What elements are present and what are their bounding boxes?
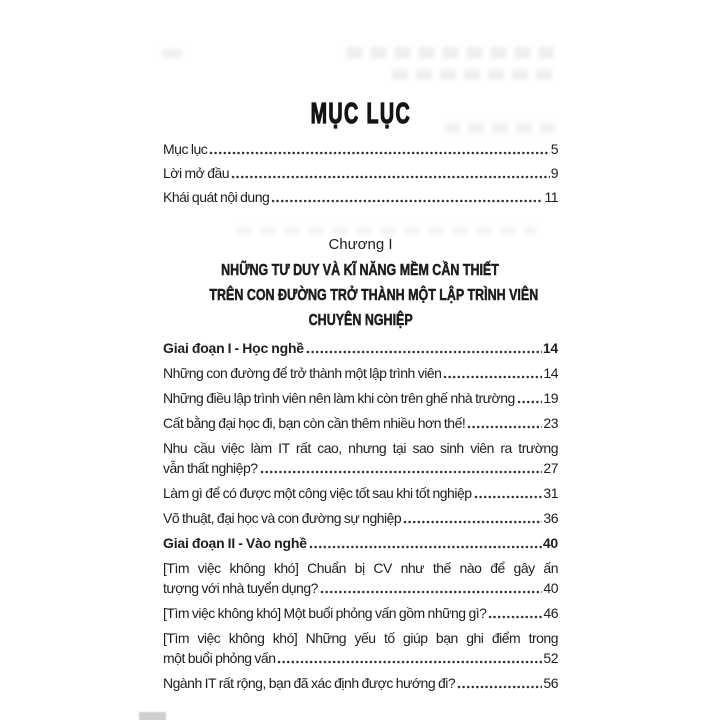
toc-entry-text-line1: [Tìm việc không khó] Những yếu tố giúp bạn ghi điểm trong (163, 630, 558, 646)
toc-page-number: 19 (543, 390, 558, 406)
toc-front-matter-list (163, 139, 558, 207)
toc-page-number: 11 (544, 189, 558, 205)
dot-leader (260, 469, 543, 475)
toc-entry-text: một buổi phỏng vấn (163, 650, 276, 666)
toc-entry-row (163, 648, 558, 668)
toc-page-number: 40 (542, 535, 558, 551)
dot-leader (474, 494, 543, 500)
dot-leader (488, 614, 542, 620)
toc-entry-row (163, 533, 558, 553)
toc-entry-text: Khái quát nội dung (163, 189, 270, 205)
toc-entry-row (163, 388, 558, 408)
toc-entry (163, 533, 558, 553)
toc-entry (163, 483, 558, 503)
dot-leader (209, 150, 549, 156)
dot-leader (457, 684, 542, 690)
dot-leader (403, 519, 542, 525)
toc-entry-text: Lời mở đầu (163, 165, 230, 181)
toc-entry-text: Những điều lập trình viên nên làm khi còn trên ghế nhà trường (163, 390, 515, 406)
toc-entry-text-line1: [Tìm việc không khó] Chuẩn bị CV như thế nào để gây ấn (163, 560, 558, 576)
toc-entry (163, 628, 558, 668)
toc-entry-text: Giai đoạn I - Học nghề (163, 340, 304, 356)
toc-page-number: 36 (543, 510, 558, 526)
dot-leader (320, 589, 543, 595)
toc-entry-row (163, 139, 558, 159)
toc-entry-text: Mục lục (163, 141, 208, 157)
toc-entry-text: Làm gì để có được một công việc tốt sau khi tốt nghiệp (163, 485, 472, 501)
toc-page-number: 27 (543, 460, 558, 476)
toc-entry-text: vẫn thất nghiệp? (163, 460, 258, 476)
chapter-title-line (163, 308, 558, 333)
chapter-title-text: TRÊN CON ĐƯỜNG TRỞ THÀNH MỘT LẬP TRÌNH VIÊN (209, 287, 539, 304)
dot-leader (306, 349, 542, 355)
toc-entry-row (163, 338, 558, 358)
toc-entry-text: Ngành IT rất rộng, bạn đã xác định được hướng đi? (163, 675, 456, 691)
toc-page-number: 31 (543, 485, 558, 501)
page-title-wrap (163, 98, 558, 130)
toc-page-number: 40 (543, 580, 558, 596)
toc-entry-row (163, 483, 558, 503)
dot-leader (467, 424, 542, 430)
toc-page-number: 52 (543, 650, 558, 666)
chapter-heading (163, 235, 558, 333)
toc-entry-row (163, 163, 558, 183)
toc-entry-text: Cất bằng đại học đi, bạn còn cần thêm nhiều hơn thế! (163, 415, 466, 431)
toc-entry-row (163, 363, 558, 383)
toc-entry (163, 338, 558, 358)
toc-entry-row (163, 413, 558, 433)
dot-leader (277, 659, 542, 665)
toc-entry-row (163, 508, 558, 528)
toc-page-number: 23 (543, 415, 558, 431)
toc-entry (163, 187, 558, 207)
chapter-label: Chương I (328, 236, 393, 253)
toc-entry-text: [Tìm việc không khó] Một buổi phỏng vấn gồm những gì? (163, 605, 487, 621)
chapter-title-line (163, 258, 558, 283)
toc-entry (163, 438, 558, 478)
toc-chapter-entry-list (163, 338, 558, 693)
toc-entry-row (163, 603, 558, 623)
chapter-title-text: CHUYÊN NGHIỆP (308, 312, 413, 329)
toc-entry-row (163, 187, 558, 207)
chapter-title-text: NHỮNG TƯ DUY VÀ KĨ NĂNG MỀM CẦN THIẾT (221, 262, 500, 279)
toc-entry (163, 603, 558, 623)
scan-artifact-box (139, 712, 166, 720)
toc-entry-text: tượng với nhà tuyển dụng? (163, 580, 318, 596)
toc-entry (163, 508, 558, 528)
toc-entry-row (163, 578, 558, 598)
toc-page-number: 14 (542, 340, 558, 356)
toc-page-number: 5 (550, 141, 558, 157)
toc-entry (163, 388, 558, 408)
dot-leader (231, 174, 550, 180)
toc-entry (163, 363, 558, 383)
toc-entry (163, 673, 558, 693)
toc-entry-text-line1: Nhu cầu việc làm IT rất cao, nhưng tại sao sinh viên ra trường (163, 440, 558, 456)
toc-entry (163, 413, 558, 433)
toc-page-number: 14 (543, 365, 558, 381)
toc-entry-row (163, 458, 558, 478)
toc-content (163, 0, 558, 698)
toc-page-number: 9 (550, 165, 558, 181)
chapter-title-line (163, 283, 558, 308)
toc-page-number: 56 (543, 675, 558, 691)
toc-entry (163, 163, 558, 183)
toc-entry (163, 558, 558, 598)
dot-leader (517, 399, 543, 405)
toc-entry-row (163, 673, 558, 693)
dot-leader (443, 374, 542, 380)
page-title: MỤC LỤC (310, 98, 411, 130)
dot-leader (271, 198, 543, 204)
toc-page-number: 46 (543, 605, 558, 621)
toc-entry-text: Giai đoạn II - Vào nghề (163, 535, 307, 551)
dot-leader (309, 544, 542, 550)
toc-entry (163, 139, 558, 159)
toc-entry-text: Những con đường để trở thành một lập trình viên (163, 365, 442, 381)
toc-entry-text: Võ thuật, đại học và con đường sự nghiệp (163, 510, 402, 526)
